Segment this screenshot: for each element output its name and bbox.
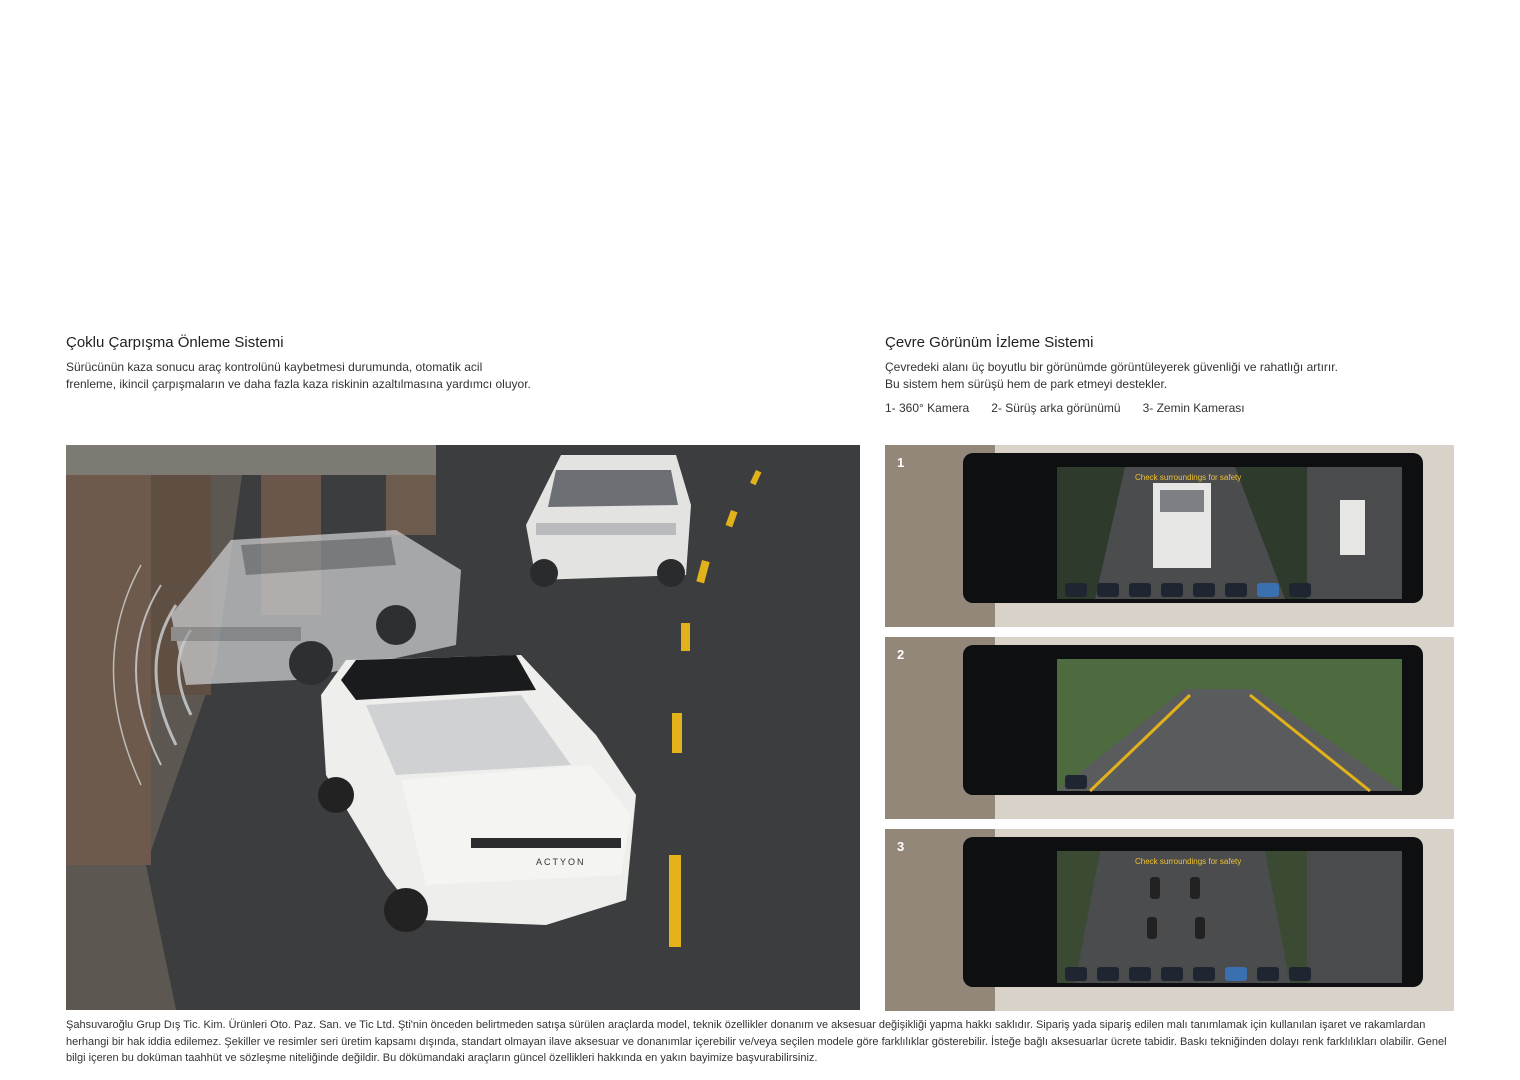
surround-view-description [885, 359, 1338, 393]
camera-panel-3 [885, 829, 1454, 1011]
view-ground-camera: 3- Zemin Kamerası [1142, 401, 1245, 415]
screen-warning-text-3: Check surroundings for safety [1135, 857, 1242, 866]
panel-number-3: 3 [897, 839, 905, 854]
screen-ground-camera-illustration [885, 829, 1454, 1011]
multi-collision-description [66, 359, 531, 393]
screen-rear-view-illustration [885, 637, 1454, 819]
car-badge: ACTYON [536, 857, 586, 867]
multi-collision-description-line-1: Sürücünün kaza sonucu araç kontrolünü kaybetmesi durumunda, otomatik acil [66, 360, 483, 374]
view-360-camera: 1- 360° Kamera [885, 401, 970, 415]
camera-views-list [885, 401, 1245, 415]
panel-number-1: 1 [897, 455, 905, 470]
surround-view-description-line-2: Bu sistem hem sürüşü hem de park etmeyi destekler. [885, 377, 1168, 391]
collision-avoidance-photo [66, 445, 860, 1010]
camera-panel-2 [885, 637, 1454, 819]
collision-scene-illustration [66, 445, 860, 1010]
screen-360-camera-illustration [885, 445, 1454, 627]
view-rear-drive: 2- Sürüş arka görünümü [991, 401, 1121, 415]
panel-number-2: 2 [897, 647, 905, 662]
surround-view-description-line-1: Çevredeki alanı üç boyutlu bir görünümde görüntüleyerek güvenliği ve rahatlığı artırır. [885, 360, 1338, 374]
surround-view-title: Çevre Görünüm İzleme Sistemi [885, 334, 1094, 351]
screen-warning-text-1: Check surroundings for safety [1135, 473, 1242, 482]
multi-collision-title: Çoklu Çarpışma Önleme Sistemi [66, 334, 284, 351]
multi-collision-description-line-2: frenleme, ikincil çarpışmaların ve daha fazla kaza riskinin azaltılmasına yardımcı oluyor. [66, 377, 531, 391]
camera-panel-1 [885, 445, 1454, 627]
legal-disclaimer: Şahsuvaroğlu Grup Dış Tic. Kim. Ürünleri Oto. Paz. San. ve Tic Ltd. Şti'nin önceden belirtmeden satışa sürülen araçlarda model, teknik özellikler donanım ve aksesuar değişikliği yapma hakkı saklıdır. Sipariş yada sipariş edilen malı tanımlamak için kullanılan işaret ve rakamlardan herhangi bir hak iddia edilemez. Şekiller ve resimler seri üretim kapsamı dışında, standart olmayan ilave aksesuar ve donanımlar içerebilir ve/veya seçilen modele göre farklılıklar gösterebilir. İsteğe bağlı aksesuarlar ücrete tabidir. Baskı tekniğinden dolayı renk farklılıkları olabilir. Genel bilgi içeren bu doküman taahhüt ve sözleşme niteliğinde değildir. Bu dökümandaki araçların güncel özellikleri hakkında en yakın bayimize başvurabilirsiniz. [66, 1019, 1447, 1064]
